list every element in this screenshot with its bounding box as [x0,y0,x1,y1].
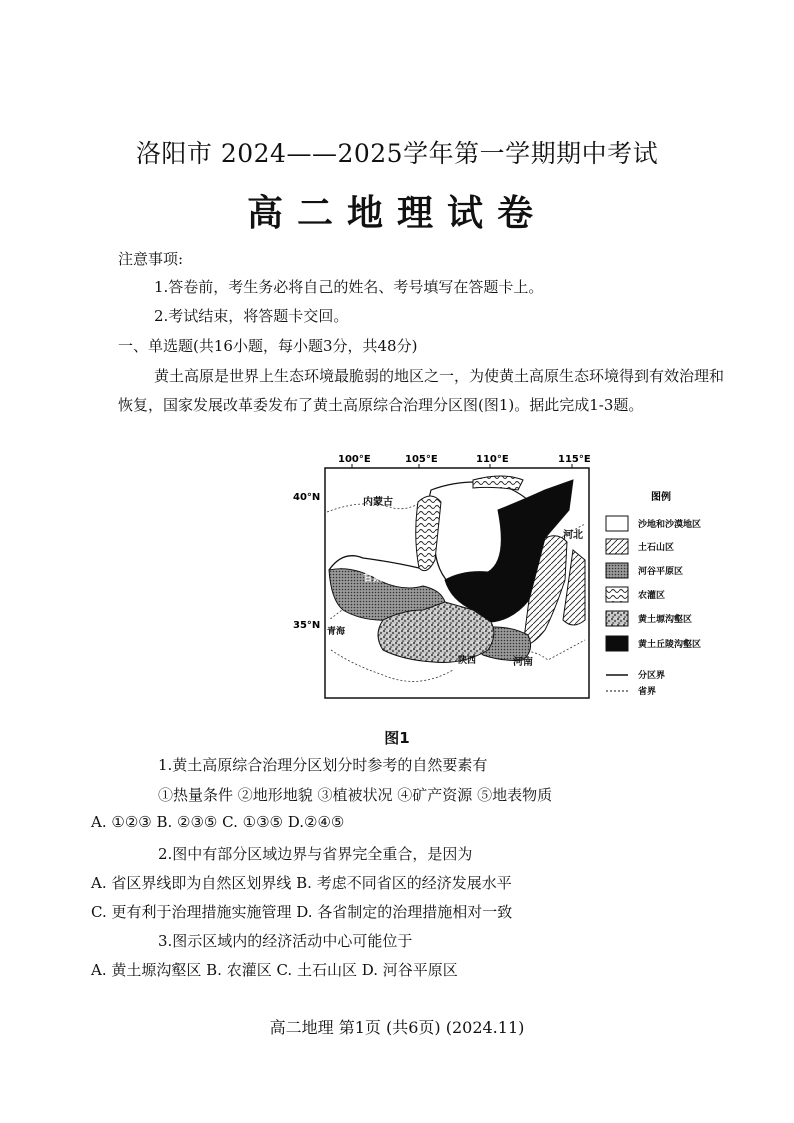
question-extra: ①热量条件 ②地形地貌 ③植被状况 ④矿产资源 ⑤地表物质 [158,786,553,804]
lon-label: 100°E [338,454,371,465]
province-label: 河北 [563,530,583,541]
section-heading: 一、单选题(共16小题，每小题3分，共48分) [118,337,418,355]
province-label: 陕西 [458,656,477,666]
legend-swatch-valley [606,563,628,578]
lat-label: 35°N [293,620,321,631]
lat-label: 40°N [293,492,321,503]
note-item: 1.答卷前，考生务必将自己的姓名、考号填写在答题卡上。 [154,278,544,296]
question-options: C. 更有利于治理措施实施管理 D. 各省制定的治理措施相对一致 [91,903,513,921]
question-options: A. 省区界线即为自然区划界线 B. 考虑不同省区的经济发展水平 [91,874,512,892]
province-label: 河南 [513,657,533,668]
question-options: A. 黄土塬沟壑区 B. 农灌区 C. 土石山区 D. 河谷平原区 [91,961,458,979]
question-options: A. ①②③ B. ②③⑤ C. ①③⑤ D.②④⑤ [91,813,345,831]
province-label: 甘肃 [363,573,383,584]
intro-paragraph: 黄土高原是世界上生态环境最脆弱的地区之一，为使黄土高原生态环境得到有效治理和恢复，国家发展改革委发布了黄土高原综合治理分区图(图1)。据此完成1-3题。 [118,367,725,414]
lon-label: 115°E [558,454,591,465]
legend-label: 分区界 [638,671,666,681]
zone-irrigation [473,476,523,490]
page-footer: 高二地理 第1页 (共6页) (2024.11) [269,1018,525,1037]
legend-label: 省界 [638,687,657,697]
question-stem: 1.黄土高原综合治理分区划分时参考的自然要素有 [158,756,488,774]
exam-title: 洛阳市 2024——2025学年第一学期期中考试 [135,139,659,168]
legend-label: 土石山区 [638,543,675,553]
legend-title: 图例 [651,492,671,503]
question-stem: 3.图示区域内的经济活动中心可能位于 [158,932,413,950]
notes-heading: 注意事项: [118,250,184,268]
legend-label: 农灌区 [638,591,666,601]
lon-label: 105°E [405,454,438,465]
legend-swatch-sand [606,516,628,531]
legend-label: 黄土丘陵沟壑区 [638,640,702,650]
legend-label: 河谷平原区 [638,567,684,577]
question-stem: 2.图中有部分区域边界与省界完全重合，是因为 [158,845,473,863]
figure-caption: 图1 [384,729,410,747]
legend-swatch-hilly-gully [606,636,628,651]
legend-swatch-earth-rock [606,539,628,554]
province-label: 内蒙古 [363,497,393,508]
exam-subtitle: 高二地理试卷 [246,192,547,234]
legend-swatch-tableland [606,611,628,626]
legend-label: 沙地和沙漠地区 [638,520,702,530]
province-label: 青海 [327,627,346,637]
loess-plateau-zoning-map [293,450,719,702]
legend-label: 黄土塬沟壑区 [638,615,693,625]
note-item: 2.考试结束，将答题卡交回。 [154,307,349,325]
lon-label: 110°E [476,454,509,465]
legend-swatch-irrigation [606,587,628,602]
